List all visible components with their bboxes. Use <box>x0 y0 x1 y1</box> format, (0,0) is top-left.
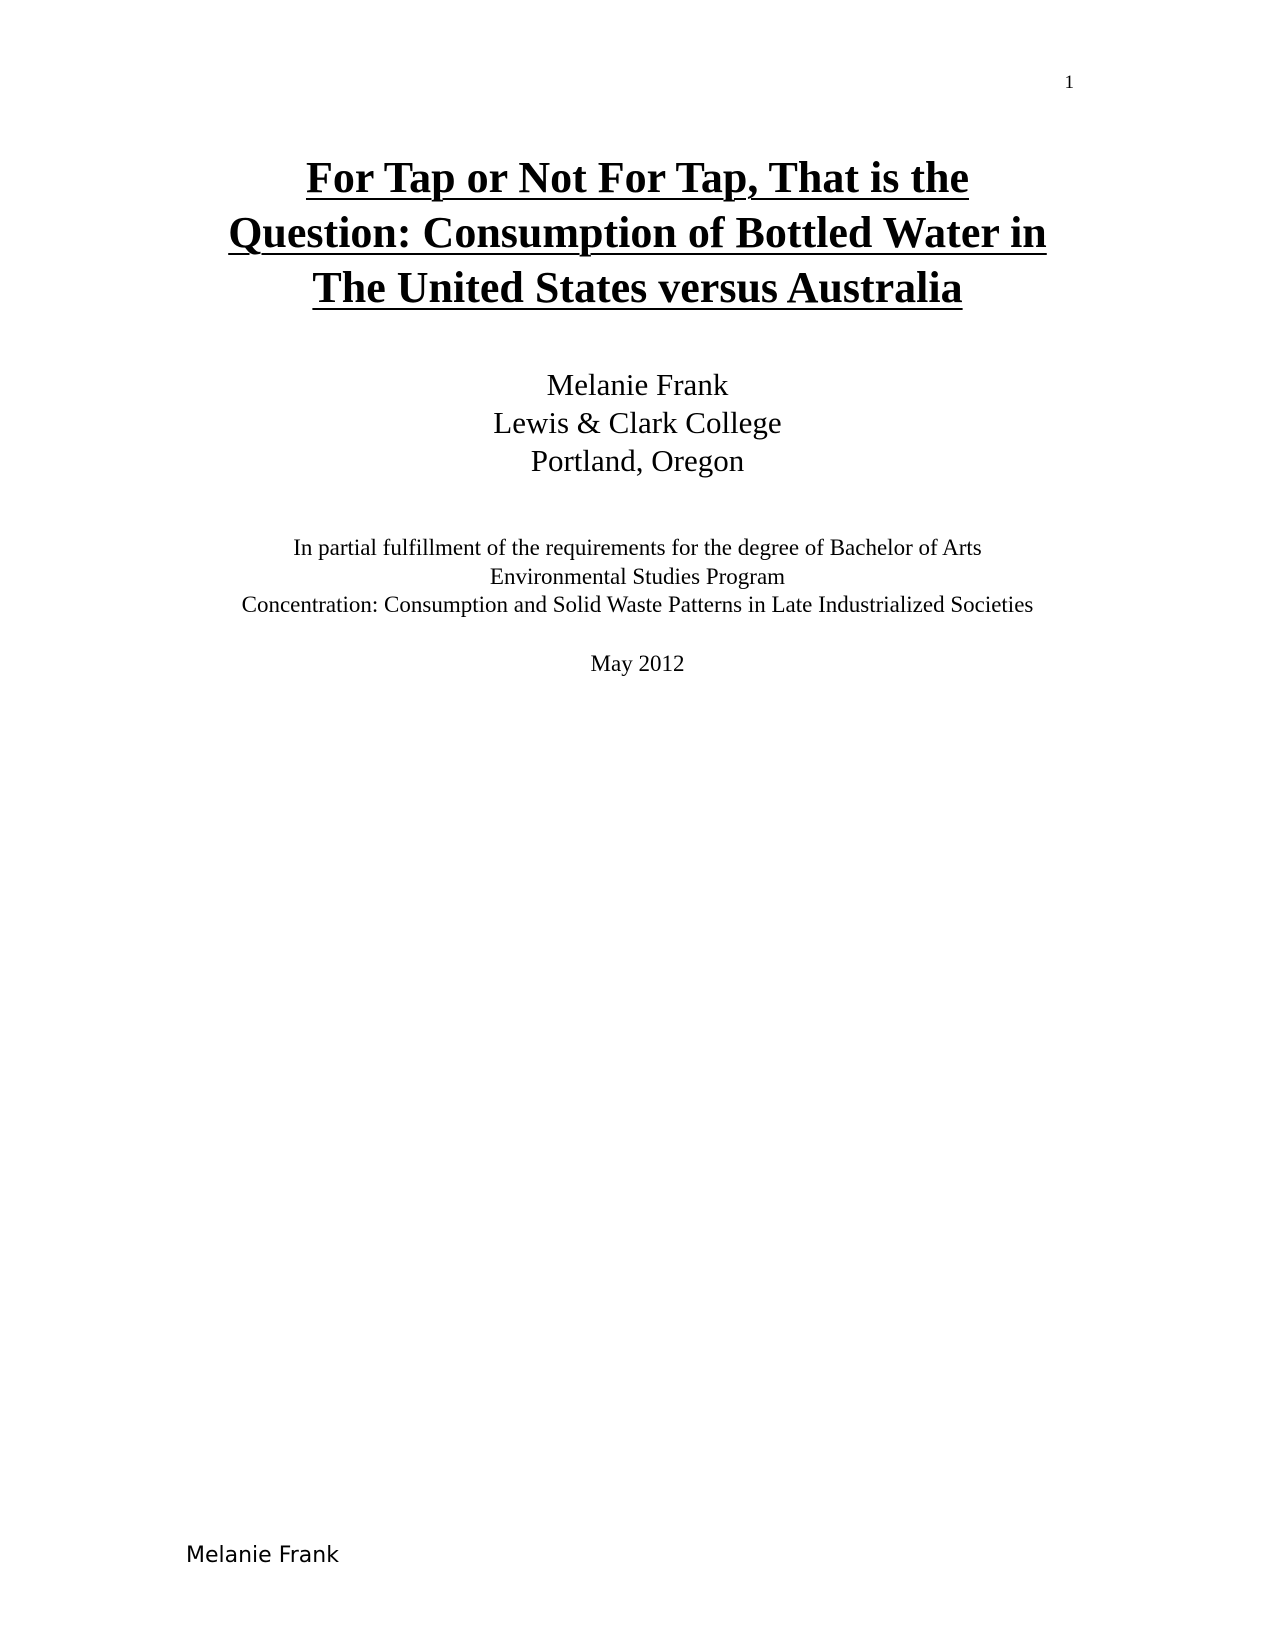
title-line-3: The United States versus Australia <box>312 263 963 312</box>
submission-date: May 2012 <box>590 651 685 676</box>
fulfillment-block <box>130 534 1145 620</box>
title-line-2: Question: Consumption of Bottled Water in <box>228 208 1047 257</box>
footer-author: Melanie Frank <box>186 1543 339 1568</box>
author-location: Portland, Oregon <box>530 443 745 478</box>
document-title <box>130 150 1145 315</box>
author-institution: Lewis & Clark College <box>493 405 782 440</box>
concentration: Concentration: Consumption and Solid Waste Patterns in Late Industrialized Societies <box>241 592 1034 617</box>
author-name: Melanie Frank <box>546 367 729 402</box>
page-number: 1 <box>1064 72 1074 93</box>
program-name: Environmental Studies Program <box>489 563 786 589</box>
title-line-1: For Tap or Not For Tap, That is the <box>305 153 970 202</box>
degree-requirement: In partial fulfillment of the requirements for the degree of Bachelor of Arts <box>293 535 982 560</box>
author-block <box>130 366 1145 480</box>
